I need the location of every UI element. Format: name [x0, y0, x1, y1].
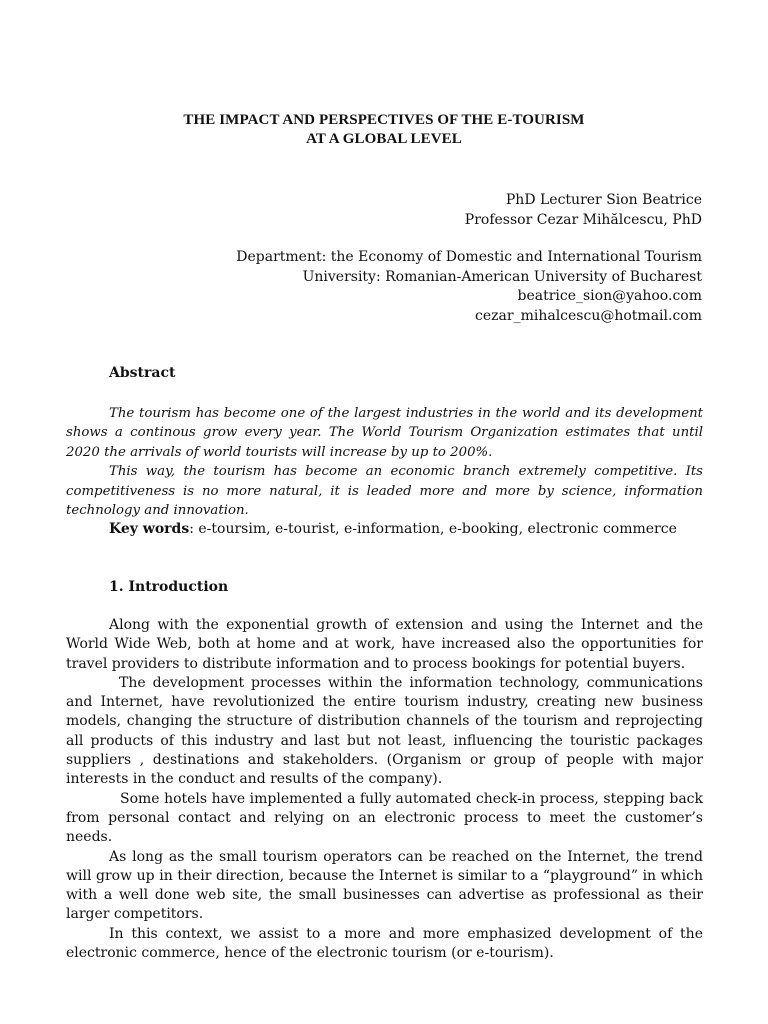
author-email: cezar_mihalcescu@hotmail.com	[475, 307, 702, 324]
body-paragraph: As long as the small tourism operators can be reached on the Internet, the trend will grow up in their direction, because the Internet is similar to a “playground” in which with a well done web site, the small businesses can advertise as professional as their larger competitors.	[66, 848, 703, 923]
keywords	[109, 520, 677, 539]
abstract-heading: Abstract	[109, 365, 176, 381]
title-line-2: AT A GLOBAL LEVEL	[306, 131, 462, 147]
paper-title	[0, 111, 768, 149]
abstract-paragraph: This way, the tourism has become an economic branch extremely competitive. Its competitiveness is no more natural, it is leaded more and more by science, information technology and innovation.	[66, 464, 703, 519]
keywords-text: : e-toursim, e-tourist, e-information, e-booking, electronic commerce	[189, 521, 677, 537]
author-name: Professor Cezar Mihălcescu, PhD	[464, 211, 702, 228]
department: Department: the Economy of Domestic and International Tourism	[236, 249, 702, 265]
author-email: beatrice_sion@yahoo.com	[517, 288, 702, 305]
university: University: Romanian-American University of Bucharest	[302, 268, 702, 285]
author-name: PhD Lecturer Sion Beatrice	[505, 192, 702, 208]
body-paragraph: Some hotels have implemented a fully automated check-in process, stepping back from personal contact and relying on an electronic process to meet the customer’s needs.	[66, 790, 703, 846]
body-paragraph: Along with the exponential growth of extension and using the Internet and the World Wide Web, both at home and at work, have increased also the opportunities for travel providers to distribute information and to process bookings for potential buyers.	[66, 617, 703, 672]
affiliation-block	[236, 248, 702, 326]
abstract-paragraph: The tourism has become one of the largest industries in the world and its development shows a continous grow every year. The World Tourism Organization estimates that until 2020 the arrivals of world tourists will increase by up to 200%.	[66, 406, 703, 460]
body-paragraph: The development processes within the information technology, communications and Internet, have revolutionized the entire tourism industry, creating new business models, changing the structure of distribution channels of the tourism and reprojecting all products of this industry and last but not least, influencing the touristic packages suppliers , destinations and stakeholders. (Organism or group of people with major interests in the conduct and results of the company).	[66, 674, 703, 788]
title-line-1: THE IMPACT AND PERSPECTIVES OF THE E-TOURISM	[183, 112, 585, 128]
body-paragraph: In this context, we assist to a more and more emphasized development of the electronic commerce, hence of the electronic tourism (or e-tourism).	[66, 925, 703, 962]
section-heading: 1. Introduction	[109, 579, 229, 595]
author-block	[465, 191, 702, 230]
keywords-label: Key words	[109, 521, 190, 537]
introduction-body	[66, 616, 703, 963]
abstract-body	[66, 404, 703, 520]
